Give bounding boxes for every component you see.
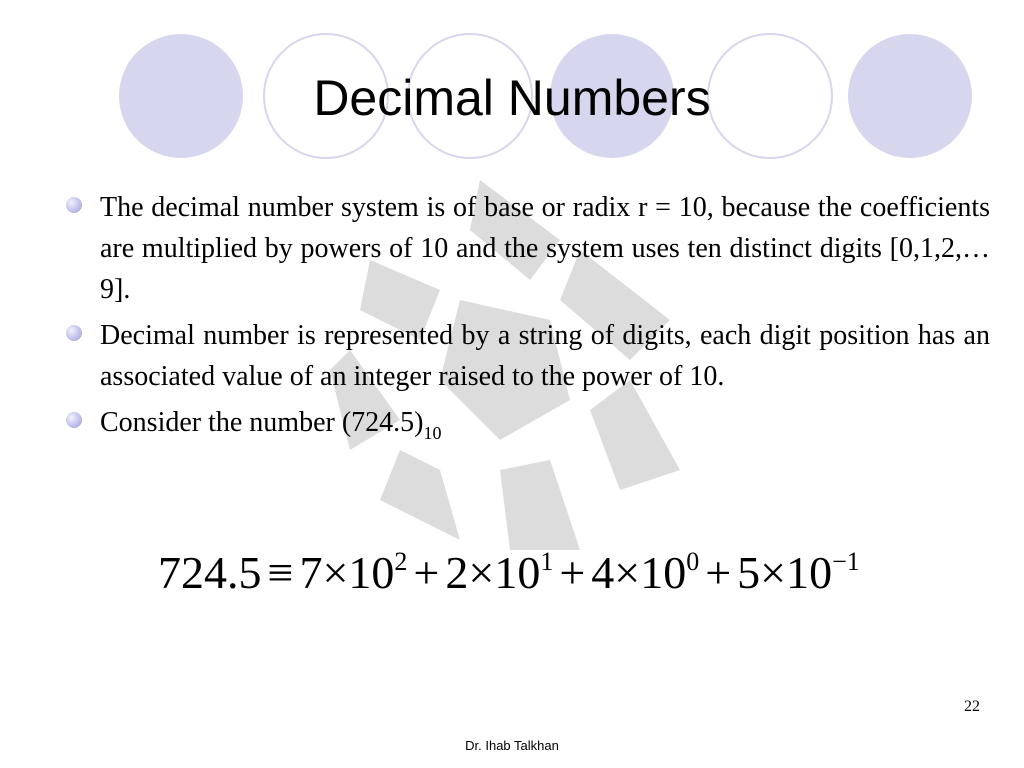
times-symbol: ×	[322, 547, 349, 598]
term-exponent: 2	[394, 547, 408, 576]
term-coef: 7	[299, 547, 323, 598]
times-symbol: ×	[760, 547, 787, 598]
bullet-item	[64, 187, 990, 310]
bullet-list	[64, 187, 990, 459]
plus-symbol: +	[705, 547, 732, 598]
term-base: 10	[640, 547, 687, 598]
equiv-symbol: ≡	[267, 547, 294, 598]
term-coef: 4	[591, 547, 615, 598]
times-symbol: ×	[468, 547, 495, 598]
bullet-item	[64, 315, 990, 397]
bullet-dot-icon	[66, 412, 82, 428]
term-base: 10	[494, 547, 541, 598]
bullet-text: The decimal number system is of base or radix r = 10, because the coefficients are multiplied by powers of 10 and the system uses ten distinct digits [0,1,2,…9].	[100, 192, 990, 305]
equation-lhs: 724.5	[158, 547, 262, 598]
term-exponent: 0	[686, 547, 700, 576]
page-number: 22	[964, 698, 980, 715]
term-base: 10	[786, 547, 833, 598]
slide-title: Decimal Numbers	[313, 70, 711, 126]
term-exponent: −1	[832, 547, 860, 576]
term-coef: 5	[737, 547, 761, 598]
term-coef: 2	[445, 547, 469, 598]
footer-author: Dr. Ihab Talkhan	[465, 738, 559, 753]
bullet-text: Decimal number is represented by a string of digits, each digit position has an associated value of an integer raised to the power of 10.	[100, 320, 990, 392]
bullet-item	[64, 402, 990, 454]
equation	[158, 532, 860, 603]
term-base: 10	[348, 547, 395, 598]
bullet-dot-icon	[66, 325, 82, 341]
bullet-subscript: 10	[423, 423, 442, 443]
times-symbol: ×	[614, 547, 641, 598]
plus-symbol: +	[559, 547, 586, 598]
plus-symbol: +	[413, 547, 440, 598]
bullet-text: Consider the number (724.5)	[100, 407, 424, 438]
term-exponent: 1	[540, 547, 554, 576]
bullet-dot-icon	[66, 197, 82, 213]
